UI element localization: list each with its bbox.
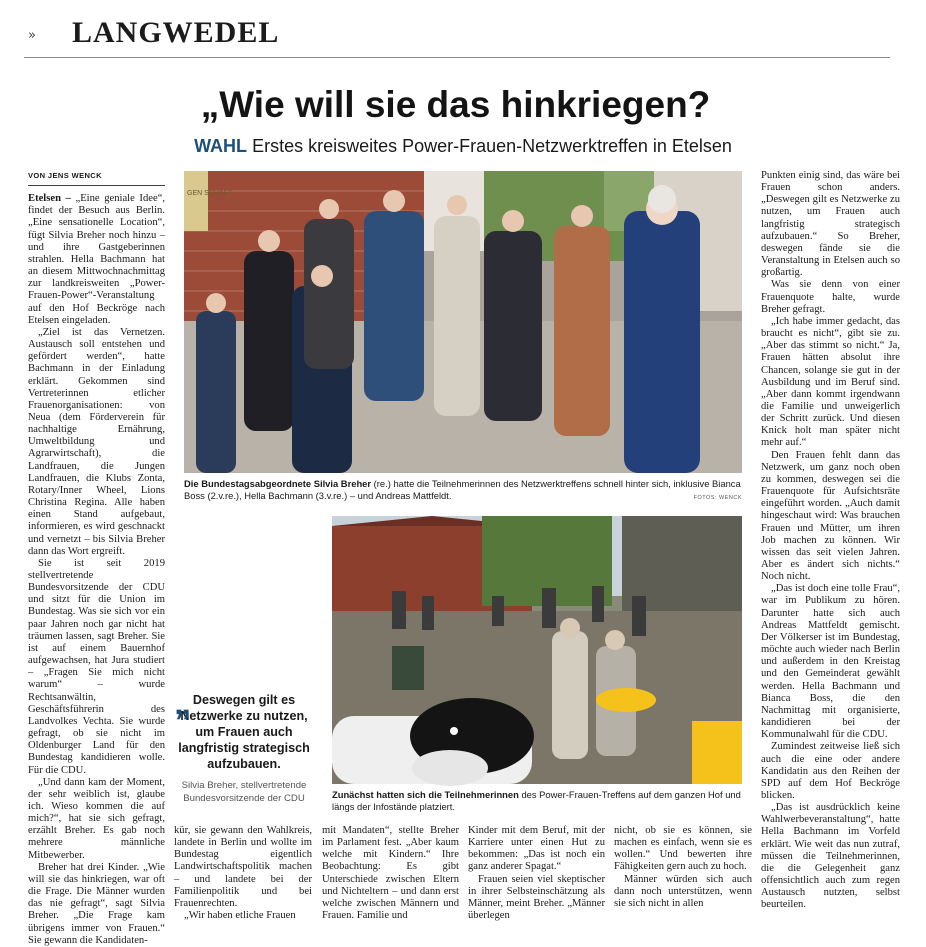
paragraph: Breher hat drei Kinder. „Wie will sie das hinkriegen, war oft die Frage. Die Männer wurden das nie gefragt“, sagt Silvia Breher. „Die Frage kam übrigens immer von Frauen.“ Sie gewann die Kandidaten-: [28, 861, 165, 946]
section-header: [24, 12, 890, 58]
photo-women-network-meeting: [184, 171, 742, 473]
photo-credit: FOTOS: WENCK: [693, 494, 742, 501]
article-column-5: [614, 825, 752, 910]
paragraph: kür, sie gewann den Wahlkreis, landete in Berlin und wollte im Bundestag eigentlich Landwirtschaftspolitik machen – und landete bei der Familienpolitik und bei Frauenrechten.: [174, 825, 312, 909]
paragraph: mit Mandaten“, stellte Breher im Parlament fest. „Aber kaum welche mit Kindern.“ Ihre Beobachtung: Es gibt Unterschiede zwischen Eltern und Nichteltern – und dann erst welche zwischen Männern und Frauen. Familie und: [322, 825, 459, 922]
paragraph: „Ziel ist das Vernetzen. Austausch soll entstehen und gefördert werden“, hatte Bachmann in der Einladung erklärt. Gekommen sind Vertreterinnen etlicher Frauenorganisationen: von Neua (dem Förderverein für nachhaltige Ernährung, Umweltbildung und Agrarwirtschaft), die Landfrauen, die Jungen Landfrauen, die Klubs Zonta, Rotary/Inner Wheel, Lions Christina Regina. Alle haben einen Stand aufgebaut, informieren, es wird geschnackt und vernetzt – bis Silvia Breher dann das Wort ergreift.: [28, 326, 165, 557]
paragraph: „Wir haben etliche Frauen: [184, 910, 296, 922]
caption-lead: Die Bundestagsabgeordnete Silvia Breher: [184, 478, 372, 489]
article-column-1: [28, 170, 165, 947]
paragraph: Frauen seien viel skeptischer in ihrer Selbsteinschätzung als Männer, meint Breher. „Männer überlegen: [468, 873, 605, 922]
paragraph: „Und dann kam der Moment, der sehr weiblich ist, glaube ich. Wieso kommen die auf mich?“, hat sie sich gefragt, erzählt Breher. Es gab noch mehrere männliche Mitbewerber.: [28, 776, 165, 861]
paragraph: Kinder mit dem Beruf, mit der Karriere unter einen Hut zu bekommen: „Das ist noch ein ganz anderer Spagat.“: [468, 825, 605, 873]
paragraph: „Ich habe immer gedacht, das braucht es nicht“, gibt sie zu. „Aber das stimmt so nicht.“ Ja, Frauen hätten absolut ihre Chancen, solange sie gut in der Ausbildung und im Beruf sind. „Aber dann kommt irgendwann die Familie und unweigerlich der Schritt zurück. Und diesen Knick holt man später nicht mehr auf.“: [761, 315, 900, 449]
caption-lead: Zunächst hatten sich die Teilnehmerinnen: [332, 789, 519, 800]
article-column-4: [468, 825, 605, 922]
paragraph: Zumindest zeitweise ließ sich auch die eine oder andere Kandidatin aus den Reihen der SPD auf dem Hof Beckröge blicken.: [761, 741, 900, 801]
paragraph: Den Frauen fehlt dann das Netzwerk, um ganz noch oben zu kommen, deswegen sei die Frauenquote für Aufsichtsräte eingeführt worden. „Auch damit hingeschaut wird: Was brauchen Frauen und Mütter, um ihren Job machen zu können. Wir wissen das seit vielen Jahren. Aber es ändert sich nichts.“ Noch nicht.: [761, 449, 900, 583]
section-title: LANGWEDEL: [72, 16, 280, 49]
chevron-icon: »: [28, 28, 36, 43]
pull-quote: [174, 684, 314, 805]
headline: „Wie will sie das hinkriegen?: [200, 84, 711, 125]
kicker: WAHL: [194, 136, 248, 156]
article-column-2: [174, 825, 312, 922]
sign-text: GEN SCHAFT: [187, 190, 233, 197]
paragraph: Was sie denn von einer Frauenquote halte, wurde Breher gefragt.: [761, 279, 900, 315]
paragraph: Männer würden sich auch dann noch unterstützen, wenn sie sich nicht in allen: [614, 873, 752, 909]
caption-text: (re.) hatte die Teilnehmerinnen des Netzwerktreffens schnell hinter sich, inklusive Bianca Boss (2.v.re.), Hella Bachmann (3.v.re.) – und Andreas Mattfeldt.: [184, 478, 741, 501]
dateline: Etelsen –: [28, 193, 71, 205]
paragraph: Sie ist seit 2019 stellvertretende Bundesvorsitzende der CDU und sitzt für die Union im Bundestag. Was sie sich vor ein paar Jahren noch gar nicht hat träumen lassen, sagt Breher. Sie ist auf einem Bauernhof aufgewachsen, hat Jura studiert – „Fragen Sie mich nicht warum“ – wurde Rechtsanwältin, Geschäftsführerin des Landvolkes Vechta. Sie wurde gefragt, ob sie nicht im Oldenburger Land für den Bundestag kandidieren wolle. Für die CDU.: [28, 557, 165, 776]
paragraph: Etelsen – „Eine geniale Idee“, findet der Besuch aus Berlin. „Eine sensationelle Location“, fügt Silvia Breher noch hinzu – und ihre Gastgeberinnen strahlen. Hella Bachmann hat an diesem Mittwochnachmittag zur landkreisweiten „Power-Frauen-Power“-Veranstaltung auf den Hof Beckröge nach Etelsen eingeladen.: [28, 193, 166, 326]
article-column-6: [761, 170, 900, 912]
article-column-3: [322, 825, 459, 922]
paragraph: Punkten einig sind, das wäre bei Frauen schon anders. „Deswegen gilt es Netzwerke zu nutzen, um Frauen auch langfristig strategisch aufzubauen.“ So Breher, deswegen fände sie die Veranstaltung in Etelsen auch so großartig.: [761, 170, 900, 279]
quote-mark-icon: „: [174, 684, 191, 722]
paragraph: „Das ist ausdrücklich keine Wahlwerbeveranstaltung“, hatte Hella Bachmann im Vorfeld erklärt. Wie weit das nun zutraf, müssen die Teilnehmerinnen, die die Gelegenheit ganz offensichtlich auch zum regen Austausch nutzten, selbst beurteilen.: [761, 802, 900, 911]
caption-text: des Power-Frauen-Treffens auf dem ganzen Hof und längs der Infostände platziert.: [332, 789, 741, 812]
byline: VON JENS WENCK: [28, 170, 165, 186]
photo-caption-1: [184, 478, 742, 504]
paragraph: nicht, ob sie es können, sie machen es einfach, wenn sie es wollen.“ Und bewerten ihre Fähigkeiten gern auch zu hoch.: [614, 825, 752, 873]
photo-caption-2: [332, 789, 742, 812]
quote-text: Deswegen gilt es Netzwerke zu nutzen, um Frauen auch langfristig strategisch aufzubauen.: [178, 693, 310, 771]
photo-farmyard-info-stands: [332, 516, 742, 784]
quote-source: Silvia Breher, stellvertretende Bundesvorsitzende der CDU: [181, 780, 307, 804]
subhead-text: Erstes kreisweites Power-Frauen-Netzwerktreffen in Etelsen: [252, 136, 732, 156]
subheadline: [0, 136, 926, 157]
paragraph: „Das ist doch eine tolle Frau“, war im Publikum zu hören. Darunter hatte sich auch Andreas Mattfeldt gemischt. Der Völkerser ist im Bundestag, möchte auch wieder nach Berlin und außerdem in den Kreistag und den Gemeinderat gewählt werden. Hella Bachmann und Bianca Boss, die den Nachmittag mit organisierte, kandidieren bei der Kommunalwahl für die CDU.: [761, 583, 900, 741]
